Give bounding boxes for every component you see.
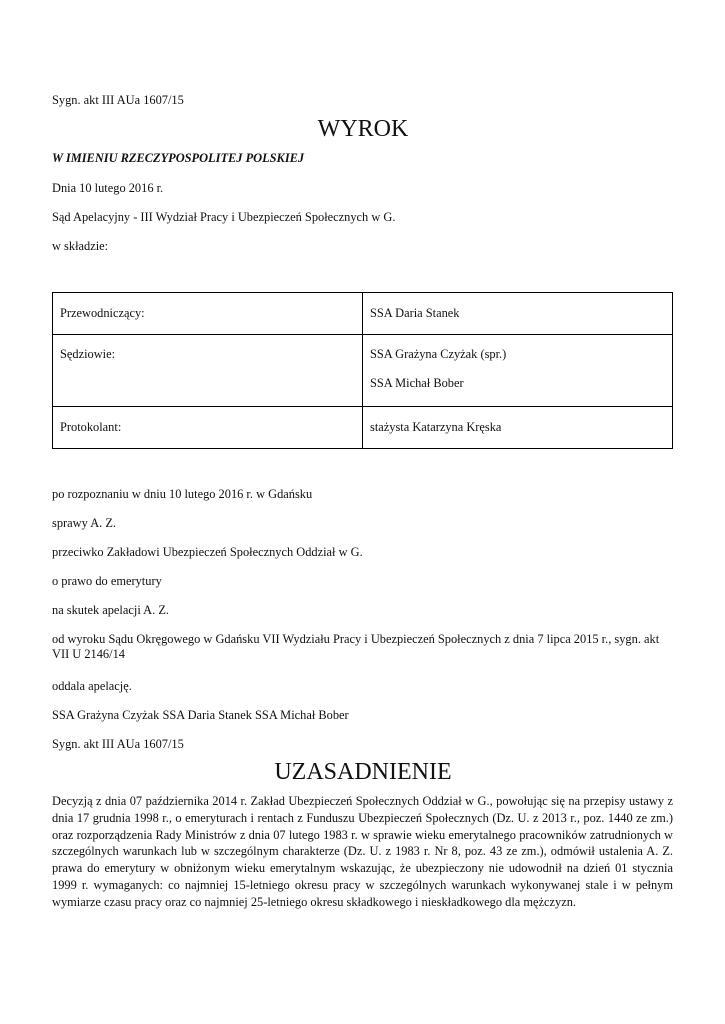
- appeal-line: na skutek apelacji A. Z.: [52, 603, 169, 617]
- subject-line: o prawo do emerytury: [52, 574, 162, 588]
- document-title: WYROK: [317, 116, 409, 142]
- judge-person: SSA Grażyna Czyżak (spr.): [370, 347, 507, 361]
- document-subtitle: W IMIENIU RZECZYPOSPOLITEJ POLSKIEJ: [52, 151, 305, 165]
- role-clerk-label: Protokolant:: [60, 420, 122, 434]
- signatures-line: SSA Grażyna Czyżak SSA Daria Stanek SSA Michał Bober: [52, 708, 349, 722]
- chair-person: SSA Daria Stanek: [370, 306, 460, 320]
- role-cell: [53, 335, 363, 407]
- table-row: [53, 335, 673, 407]
- person-cell: [363, 293, 673, 335]
- against-line: przeciwko Zakładowi Ubezpieczeń Społecznych Oddział w G.: [52, 545, 363, 559]
- table-row: [53, 293, 673, 335]
- clerk-person: stażysta Katarzyna Kręska: [370, 420, 502, 434]
- composition-table: [52, 292, 673, 449]
- justification-paragraph: Decyzją z dnia 07 października 2014 r. Zakład Ubezpieczeń Społecznych Oddział w G., powołując się na przepisy ustawy z dnia 17 grudnia 1998 r., o emeryturach i rentach z Funduszu Ubezpieczeń Społecznych (Dz. U. z 2013 r., poz. 1440 ze zm.) oraz rozporządzenia Rady Ministrów z dnia 07 lutego 1983 r. w sprawie wieku emerytalnego pracowników zatrudnionych w szczególnych warunkach lub w szczególnym charakterze (Dz. U. z 1983 r. Nr 8, poz. 43 ze zm.), odmówił ustalenia A. Z. prawa do emerytury w obniżonym wieku emerytalnym wskazując, że ubezpieczony nie udowodnił na dzień 01 stycznia 1999 r. wymaganych: co najmniej 15-letniego okresu pracy w szczególnych warunkach wykonywanej stale i w pełnym wymiarze czasu pracy oraz co najmniej 25-letniego okresu składkowego i nieskładkowego dla mężczyzn.: [52, 794, 673, 909]
- court-line: Sąd Apelacyjny - III Wydział Pracy i Ubezpieczeń Społecznych w G.: [52, 210, 396, 224]
- person-cell: [363, 335, 673, 407]
- table-row: [53, 407, 673, 449]
- judgment-reference: od wyroku Sądu Okręgowego w Gdańsku VII Wydziału Pracy i Ubezpieczeń Społecznych z dnia 7 lipca 2015 r., sygn. akt VII U 2146/14: [52, 632, 660, 661]
- role-judges-label: Sędziowie:: [60, 347, 116, 361]
- hearing-line: po rozpoznaniu w dniu 10 lutego 2016 r. w Gdańsku: [52, 487, 313, 501]
- person-cell: [363, 407, 673, 449]
- case-number-top: Sygn. akt III AUa 1607/15: [52, 93, 184, 107]
- role-cell: [53, 293, 363, 335]
- role-cell: [53, 407, 363, 449]
- decision-line: oddala apelację.: [52, 679, 132, 693]
- role-chair-label: Przewodniczący:: [60, 306, 145, 320]
- composition-intro: w składzie:: [52, 239, 109, 253]
- case-number-bottom: Sygn. akt III AUa 1607/15: [52, 737, 184, 751]
- case-of-line: sprawy A. Z.: [52, 516, 117, 530]
- judge-person: SSA Michał Bober: [370, 376, 464, 390]
- justification-title: UZASADNIENIE: [274, 759, 452, 785]
- date-line: Dnia 10 lutego 2016 r.: [52, 181, 164, 195]
